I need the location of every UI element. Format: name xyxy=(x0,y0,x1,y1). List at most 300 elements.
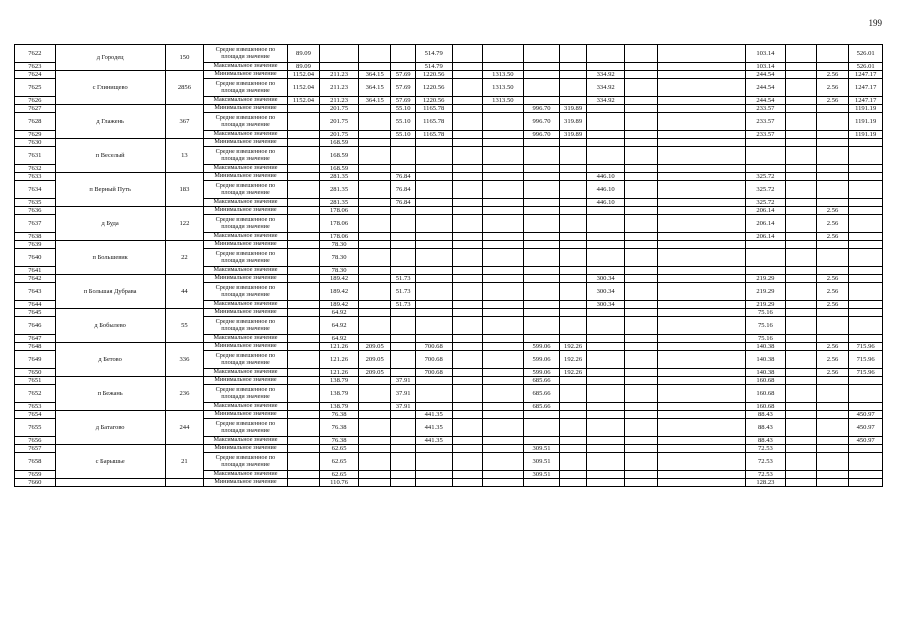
value-cell xyxy=(849,283,883,301)
value-cell xyxy=(415,215,452,233)
value-cell xyxy=(483,317,524,335)
value-cell xyxy=(560,71,586,79)
value-cell: 2.56 xyxy=(816,79,849,97)
value-cell: 72.53 xyxy=(745,471,786,479)
value-cell xyxy=(287,267,320,275)
value-cell xyxy=(358,173,391,181)
value-cell: 103.14 xyxy=(745,45,786,63)
value-cell: 62.65 xyxy=(320,453,359,471)
value-cell: 685.66 xyxy=(523,385,560,403)
population: 150 xyxy=(165,45,204,71)
value-cell xyxy=(287,445,320,453)
value-cell: 128.23 xyxy=(745,479,786,487)
value-cell xyxy=(658,207,746,215)
population: 2856 xyxy=(165,71,204,105)
value-cell xyxy=(483,419,524,437)
value-cell: 281.35 xyxy=(320,181,359,199)
value-cell xyxy=(483,181,524,199)
value-cell xyxy=(849,139,883,147)
value-cell: 138.79 xyxy=(320,403,359,411)
value-cell xyxy=(786,173,817,181)
value-cell: 441.35 xyxy=(415,411,452,419)
value-cell xyxy=(658,71,746,79)
value-cell xyxy=(658,301,746,309)
value-cell xyxy=(358,105,391,113)
value-cell xyxy=(523,479,560,487)
value-cell xyxy=(287,335,320,343)
value-cell xyxy=(625,335,658,343)
settlement-name: с Барышье xyxy=(55,445,165,479)
value-cell xyxy=(415,233,452,241)
value-cell xyxy=(658,267,746,275)
value-cell xyxy=(658,113,746,131)
value-cell: 178.06 xyxy=(320,207,359,215)
value-cell xyxy=(816,309,849,317)
value-cell xyxy=(745,147,786,165)
value-cell xyxy=(523,181,560,199)
value-cell xyxy=(483,249,524,267)
value-cell xyxy=(287,309,320,317)
value-cell xyxy=(586,351,625,369)
value-cell: 211.23 xyxy=(320,97,359,105)
value-cell xyxy=(625,45,658,63)
value-cell: 64.92 xyxy=(320,335,359,343)
value-type: Средне взвешенное по площади значение xyxy=(204,79,287,97)
value-cell xyxy=(625,419,658,437)
value-cell xyxy=(658,335,746,343)
value-cell xyxy=(658,471,746,479)
value-cell xyxy=(483,403,524,411)
value-cell xyxy=(786,165,817,173)
value-cell xyxy=(625,351,658,369)
value-cell xyxy=(560,385,586,403)
value-cell xyxy=(786,233,817,241)
value-type: Максимальное значение xyxy=(204,63,287,71)
row-number: 7640 xyxy=(15,249,56,267)
value-cell xyxy=(625,403,658,411)
row-number: 7645 xyxy=(15,309,56,317)
value-cell: 51.73 xyxy=(391,275,415,283)
value-type: Максимальное значение xyxy=(204,471,287,479)
value-cell: 219.29 xyxy=(745,275,786,283)
settlement-name: п Бежань xyxy=(55,377,165,411)
value-cell xyxy=(658,369,746,377)
value-cell xyxy=(452,113,483,131)
value-cell xyxy=(452,165,483,173)
value-cell: 138.79 xyxy=(320,377,359,385)
value-cell: 89.09 xyxy=(287,63,320,71)
value-cell: 178.06 xyxy=(320,215,359,233)
value-cell xyxy=(816,403,849,411)
value-cell xyxy=(358,411,391,419)
value-cell xyxy=(658,343,746,351)
value-cell xyxy=(483,147,524,165)
value-cell xyxy=(560,249,586,267)
value-cell xyxy=(658,233,746,241)
value-cell xyxy=(625,131,658,139)
value-cell: 64.92 xyxy=(320,309,359,317)
value-cell: 209.05 xyxy=(358,343,391,351)
row-number: 7643 xyxy=(15,283,56,301)
value-cell xyxy=(452,411,483,419)
value-cell xyxy=(415,453,452,471)
value-cell xyxy=(625,79,658,97)
row-number: 7633 xyxy=(15,173,56,181)
value-cell xyxy=(391,241,415,249)
value-cell: 599.06 xyxy=(523,351,560,369)
settlement-name: д Бобылево xyxy=(55,309,165,343)
value-cell xyxy=(358,63,391,71)
value-cell xyxy=(452,63,483,71)
value-cell xyxy=(358,283,391,301)
value-cell xyxy=(816,139,849,147)
value-cell xyxy=(415,139,452,147)
value-cell xyxy=(523,45,560,63)
value-cell: 1165.78 xyxy=(415,105,452,113)
value-cell xyxy=(586,215,625,233)
value-cell xyxy=(786,199,817,207)
population xyxy=(165,479,204,487)
value-cell xyxy=(786,377,817,385)
value-cell xyxy=(358,147,391,165)
value-cell xyxy=(523,71,560,79)
value-cell xyxy=(849,377,883,385)
value-cell: 76.38 xyxy=(320,411,359,419)
value-cell xyxy=(358,215,391,233)
value-cell xyxy=(391,147,415,165)
value-cell: 57.69 xyxy=(391,97,415,105)
value-cell xyxy=(391,445,415,453)
value-cell xyxy=(849,147,883,165)
value-cell: 996.70 xyxy=(523,113,560,131)
value-cell xyxy=(816,479,849,487)
value-cell: 57.69 xyxy=(391,71,415,79)
value-cell: 209.05 xyxy=(358,351,391,369)
value-cell xyxy=(391,63,415,71)
value-cell xyxy=(658,419,746,437)
value-cell xyxy=(586,377,625,385)
table-row xyxy=(15,71,883,79)
value-cell xyxy=(586,165,625,173)
row-number: 7655 xyxy=(15,419,56,437)
value-cell xyxy=(483,199,524,207)
settlement-name: п Большая Дубрава xyxy=(55,275,165,309)
value-cell xyxy=(483,173,524,181)
value-cell xyxy=(483,471,524,479)
table-row xyxy=(15,139,883,147)
value-cell: 325.72 xyxy=(745,181,786,199)
value-cell xyxy=(625,241,658,249)
value-cell xyxy=(452,215,483,233)
value-cell xyxy=(483,267,524,275)
value-cell: 526.01 xyxy=(849,63,883,71)
value-cell xyxy=(415,471,452,479)
value-cell xyxy=(452,79,483,97)
value-cell: 1220.56 xyxy=(415,97,452,105)
value-cell xyxy=(560,165,586,173)
value-cell xyxy=(483,207,524,215)
value-cell: 37.91 xyxy=(391,403,415,411)
value-cell xyxy=(658,411,746,419)
value-cell xyxy=(523,335,560,343)
value-cell xyxy=(391,343,415,351)
value-cell xyxy=(560,479,586,487)
value-cell xyxy=(452,207,483,215)
row-number: 7622 xyxy=(15,45,56,63)
value-cell xyxy=(849,215,883,233)
value-cell: 2.56 xyxy=(816,351,849,369)
values-table xyxy=(14,44,883,487)
value-cell xyxy=(358,275,391,283)
value-cell xyxy=(523,411,560,419)
value-cell xyxy=(658,63,746,71)
value-cell: 450.97 xyxy=(849,411,883,419)
value-cell xyxy=(816,45,849,63)
value-cell xyxy=(625,385,658,403)
value-cell: 1165.78 xyxy=(415,113,452,131)
value-cell xyxy=(786,479,817,487)
value-cell xyxy=(358,479,391,487)
value-cell xyxy=(523,317,560,335)
value-cell xyxy=(391,249,415,267)
value-cell xyxy=(391,233,415,241)
value-cell xyxy=(586,343,625,351)
value-cell xyxy=(415,479,452,487)
value-type: Средне взвешенное по площади значение xyxy=(204,419,287,437)
value-cell: 178.06 xyxy=(320,233,359,241)
value-cell xyxy=(658,351,746,369)
value-cell xyxy=(452,139,483,147)
value-type: Минимальное значение xyxy=(204,139,287,147)
value-cell xyxy=(452,437,483,445)
value-type: Минимальное значение xyxy=(204,207,287,215)
value-cell: 446.10 xyxy=(586,181,625,199)
value-cell xyxy=(415,403,452,411)
row-number: 7659 xyxy=(15,471,56,479)
value-cell xyxy=(816,419,849,437)
value-cell: 700.68 xyxy=(415,369,452,377)
value-cell xyxy=(560,403,586,411)
value-cell xyxy=(358,199,391,207)
value-cell: 233.57 xyxy=(745,105,786,113)
value-cell: 110.76 xyxy=(320,479,359,487)
value-cell: 2.56 xyxy=(816,97,849,105)
population: 55 xyxy=(165,309,204,343)
value-cell xyxy=(391,437,415,445)
value-cell: 309.51 xyxy=(523,453,560,471)
value-cell xyxy=(586,445,625,453)
row-number: 7632 xyxy=(15,165,56,173)
settlement-name: п Веселый xyxy=(55,139,165,173)
value-cell xyxy=(483,301,524,309)
value-cell xyxy=(415,445,452,453)
value-cell xyxy=(816,131,849,139)
value-cell: 334.92 xyxy=(586,79,625,97)
value-cell xyxy=(658,479,746,487)
settlement-name: д Глажень xyxy=(55,105,165,139)
value-cell: 1247.17 xyxy=(849,71,883,79)
value-cell: 309.51 xyxy=(523,445,560,453)
value-type: Минимальное значение xyxy=(204,309,287,317)
value-cell xyxy=(586,453,625,471)
value-cell xyxy=(586,385,625,403)
value-cell xyxy=(391,45,415,63)
value-cell xyxy=(358,335,391,343)
value-cell xyxy=(786,411,817,419)
value-cell: 2.56 xyxy=(816,369,849,377)
value-cell xyxy=(849,173,883,181)
value-cell xyxy=(452,351,483,369)
value-cell xyxy=(358,437,391,445)
value-type: Средне взвешенное по площади значение xyxy=(204,249,287,267)
value-cell xyxy=(452,471,483,479)
value-cell: 78.30 xyxy=(320,249,359,267)
value-cell xyxy=(745,241,786,249)
value-type: Средне взвешенное по площади значение xyxy=(204,453,287,471)
table-row xyxy=(15,275,883,283)
value-cell xyxy=(786,131,817,139)
row-number: 7654 xyxy=(15,411,56,419)
value-cell xyxy=(658,275,746,283)
value-cell xyxy=(391,267,415,275)
value-cell xyxy=(287,351,320,369)
value-cell: 189.42 xyxy=(320,275,359,283)
row-number: 7626 xyxy=(15,97,56,105)
table-row xyxy=(15,343,883,351)
value-cell xyxy=(415,377,452,385)
value-cell xyxy=(658,403,746,411)
value-cell xyxy=(483,335,524,343)
value-cell: 2.56 xyxy=(816,207,849,215)
value-cell xyxy=(625,411,658,419)
value-cell xyxy=(849,471,883,479)
value-cell xyxy=(786,317,817,335)
value-cell xyxy=(391,369,415,377)
value-cell xyxy=(452,369,483,377)
value-cell xyxy=(358,445,391,453)
value-cell xyxy=(452,453,483,471)
value-cell: 325.72 xyxy=(745,173,786,181)
value-cell: 1152.04 xyxy=(287,71,320,79)
value-cell xyxy=(483,351,524,369)
value-cell xyxy=(586,105,625,113)
value-cell xyxy=(358,419,391,437)
value-cell xyxy=(849,275,883,283)
value-cell: 51.73 xyxy=(391,283,415,301)
value-cell xyxy=(625,233,658,241)
value-type: Максимальное значение xyxy=(204,199,287,207)
value-cell xyxy=(658,385,746,403)
value-cell xyxy=(560,411,586,419)
value-cell: 206.14 xyxy=(745,233,786,241)
row-number: 7631 xyxy=(15,147,56,165)
value-cell xyxy=(625,317,658,335)
value-cell: 37.91 xyxy=(391,377,415,385)
value-cell xyxy=(523,147,560,165)
value-cell xyxy=(483,165,524,173)
value-cell xyxy=(625,105,658,113)
value-cell xyxy=(287,105,320,113)
value-cell xyxy=(786,105,817,113)
value-cell: 2.56 xyxy=(816,283,849,301)
value-cell: 233.57 xyxy=(745,113,786,131)
value-cell xyxy=(786,343,817,351)
value-cell xyxy=(523,267,560,275)
value-cell: 715.96 xyxy=(849,351,883,369)
value-type: Средне взвешенное по площади значение xyxy=(204,113,287,131)
row-number: 7656 xyxy=(15,437,56,445)
value-cell xyxy=(391,309,415,317)
value-cell xyxy=(452,105,483,113)
row-number: 7624 xyxy=(15,71,56,79)
value-cell xyxy=(358,207,391,215)
value-cell xyxy=(586,403,625,411)
value-cell xyxy=(816,377,849,385)
value-cell: 2.56 xyxy=(816,275,849,283)
value-cell xyxy=(658,173,746,181)
row-number: 7660 xyxy=(15,479,56,487)
value-cell xyxy=(415,275,452,283)
value-cell: 160.68 xyxy=(745,377,786,385)
value-cell xyxy=(625,249,658,267)
settlement-name: д Городец xyxy=(55,45,165,71)
value-cell: 211.23 xyxy=(320,79,359,97)
value-cell xyxy=(560,173,586,181)
row-number: 7647 xyxy=(15,335,56,343)
value-cell xyxy=(849,165,883,173)
value-cell xyxy=(786,445,817,453)
value-cell xyxy=(849,445,883,453)
value-cell xyxy=(816,241,849,249)
value-cell xyxy=(586,437,625,445)
value-cell xyxy=(452,301,483,309)
value-cell xyxy=(849,309,883,317)
value-cell: 599.06 xyxy=(523,343,560,351)
value-cell xyxy=(816,267,849,275)
value-cell: 219.29 xyxy=(745,301,786,309)
value-cell: 514.79 xyxy=(415,63,452,71)
row-number: 7634 xyxy=(15,181,56,199)
value-cell xyxy=(287,147,320,165)
value-cell: 244.54 xyxy=(745,97,786,105)
value-cell xyxy=(586,139,625,147)
value-cell xyxy=(391,453,415,471)
value-cell xyxy=(786,147,817,165)
value-cell: 685.66 xyxy=(523,403,560,411)
value-cell xyxy=(786,45,817,63)
row-number: 7646 xyxy=(15,317,56,335)
row-number: 7635 xyxy=(15,199,56,207)
value-type: Максимальное значение xyxy=(204,97,287,105)
value-cell xyxy=(415,309,452,317)
population: 244 xyxy=(165,411,204,445)
value-cell xyxy=(287,131,320,139)
value-cell xyxy=(483,139,524,147)
value-cell xyxy=(523,79,560,97)
value-cell xyxy=(523,241,560,249)
value-cell xyxy=(560,453,586,471)
value-cell xyxy=(523,233,560,241)
value-cell xyxy=(415,283,452,301)
value-type: Минимальное значение xyxy=(204,411,287,419)
value-cell xyxy=(358,453,391,471)
value-cell xyxy=(658,97,746,105)
value-cell: 599.06 xyxy=(523,369,560,377)
value-cell xyxy=(658,45,746,63)
value-cell: 1220.56 xyxy=(415,79,452,97)
value-type: Средне взвешенное по площади значение xyxy=(204,385,287,403)
value-cell xyxy=(415,249,452,267)
